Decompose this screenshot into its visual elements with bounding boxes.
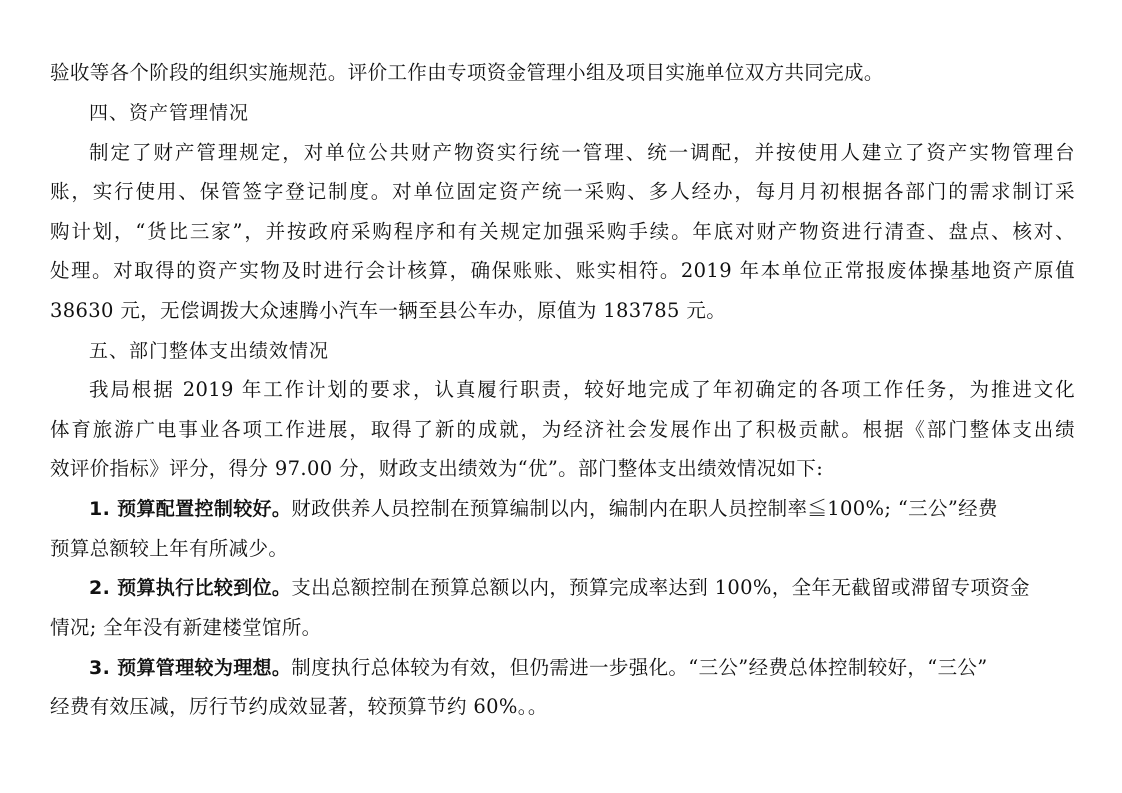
paragraph-line: 预算总额较上年有所减少。 <box>50 537 289 560</box>
list-item-text: 支出总额控制在预算总额以内，预算完成率达到 100%，全年无截留或滞留专项资金 <box>291 576 1030 599</box>
section-heading-overall-performance: 五、部门整体支出绩效情况 <box>89 340 330 362</box>
list-item-1 <box>89 495 998 523</box>
list-item-text: 财政供养人员控制在预算编制以内，编制内在职人员控制率≦100%; “三公”经费 <box>291 497 998 520</box>
paragraph-line: 处理。对取得的资产实物及时进行会计核算，确保账账、账实相符。2019 年本单位正常报废体操基地资产原值 <box>50 259 1075 282</box>
list-item-3 <box>89 654 988 682</box>
paragraph-line: 购计划，“货比三家”，并按政府采购程序和有关规定加强采购手续。年底对财产物资进行清查、盘点、核对、 <box>50 220 1075 243</box>
paragraph-line: 制定了财产管理规定，对单位公共财产物资实行统一管理、统一调配，并按使用人建立了资产实物管理台 <box>89 141 1075 164</box>
list-item-text: 制度执行总体较为有效，但仍需进一步强化。“三公”经费总体控制较好，“三公” <box>291 656 988 679</box>
paragraph-line: 账，实行使用、保管签字登记制度。对单位固定资产统一采购、多人经办，每月月初根据各部门的需求制订采 <box>50 180 1075 203</box>
paragraph-line: 情况; 全年没有新建楼堂馆所。 <box>50 616 322 639</box>
list-item-lead: 2. 预算执行比较到位。 <box>89 577 292 599</box>
paragraph-line: 验收等各个阶段的组织实施规范。评价工作由专项资金管理小组及项目实施单位双方共同完成。 <box>50 61 884 84</box>
list-item-lead: 3. 预算管理较为理想。 <box>89 657 292 679</box>
section-heading-asset-management: 四、资产管理情况 <box>89 102 250 124</box>
paragraph-line: 38630 元，无偿调拨大众速腾小汽车一辆至县公车办，原值为 183785 元。 <box>50 299 727 322</box>
paragraph-line: 体育旅游广电事业各项工作进展，取得了新的成就，为经济社会发展作出了积极贡献。根据《部门整体支出绩 <box>50 418 1075 441</box>
paragraph-line: 经费有效压减，厉行节约成效显著，较预算节约 60%。。 <box>50 695 548 718</box>
list-item-lead: 1. 预算配置控制较好。 <box>89 498 292 520</box>
list-item-2 <box>89 574 1030 602</box>
paragraph-line: 效评价指标》评分，得分 97.00 分，财政支出绩效为“优”。部门整体支出绩效情况如下: <box>50 457 824 480</box>
paragraph-line: 我局根据 2019 年工作计划的要求，认真履行职责，较好地完成了年初确定的各项工作任务，为推进文化 <box>89 378 1075 401</box>
